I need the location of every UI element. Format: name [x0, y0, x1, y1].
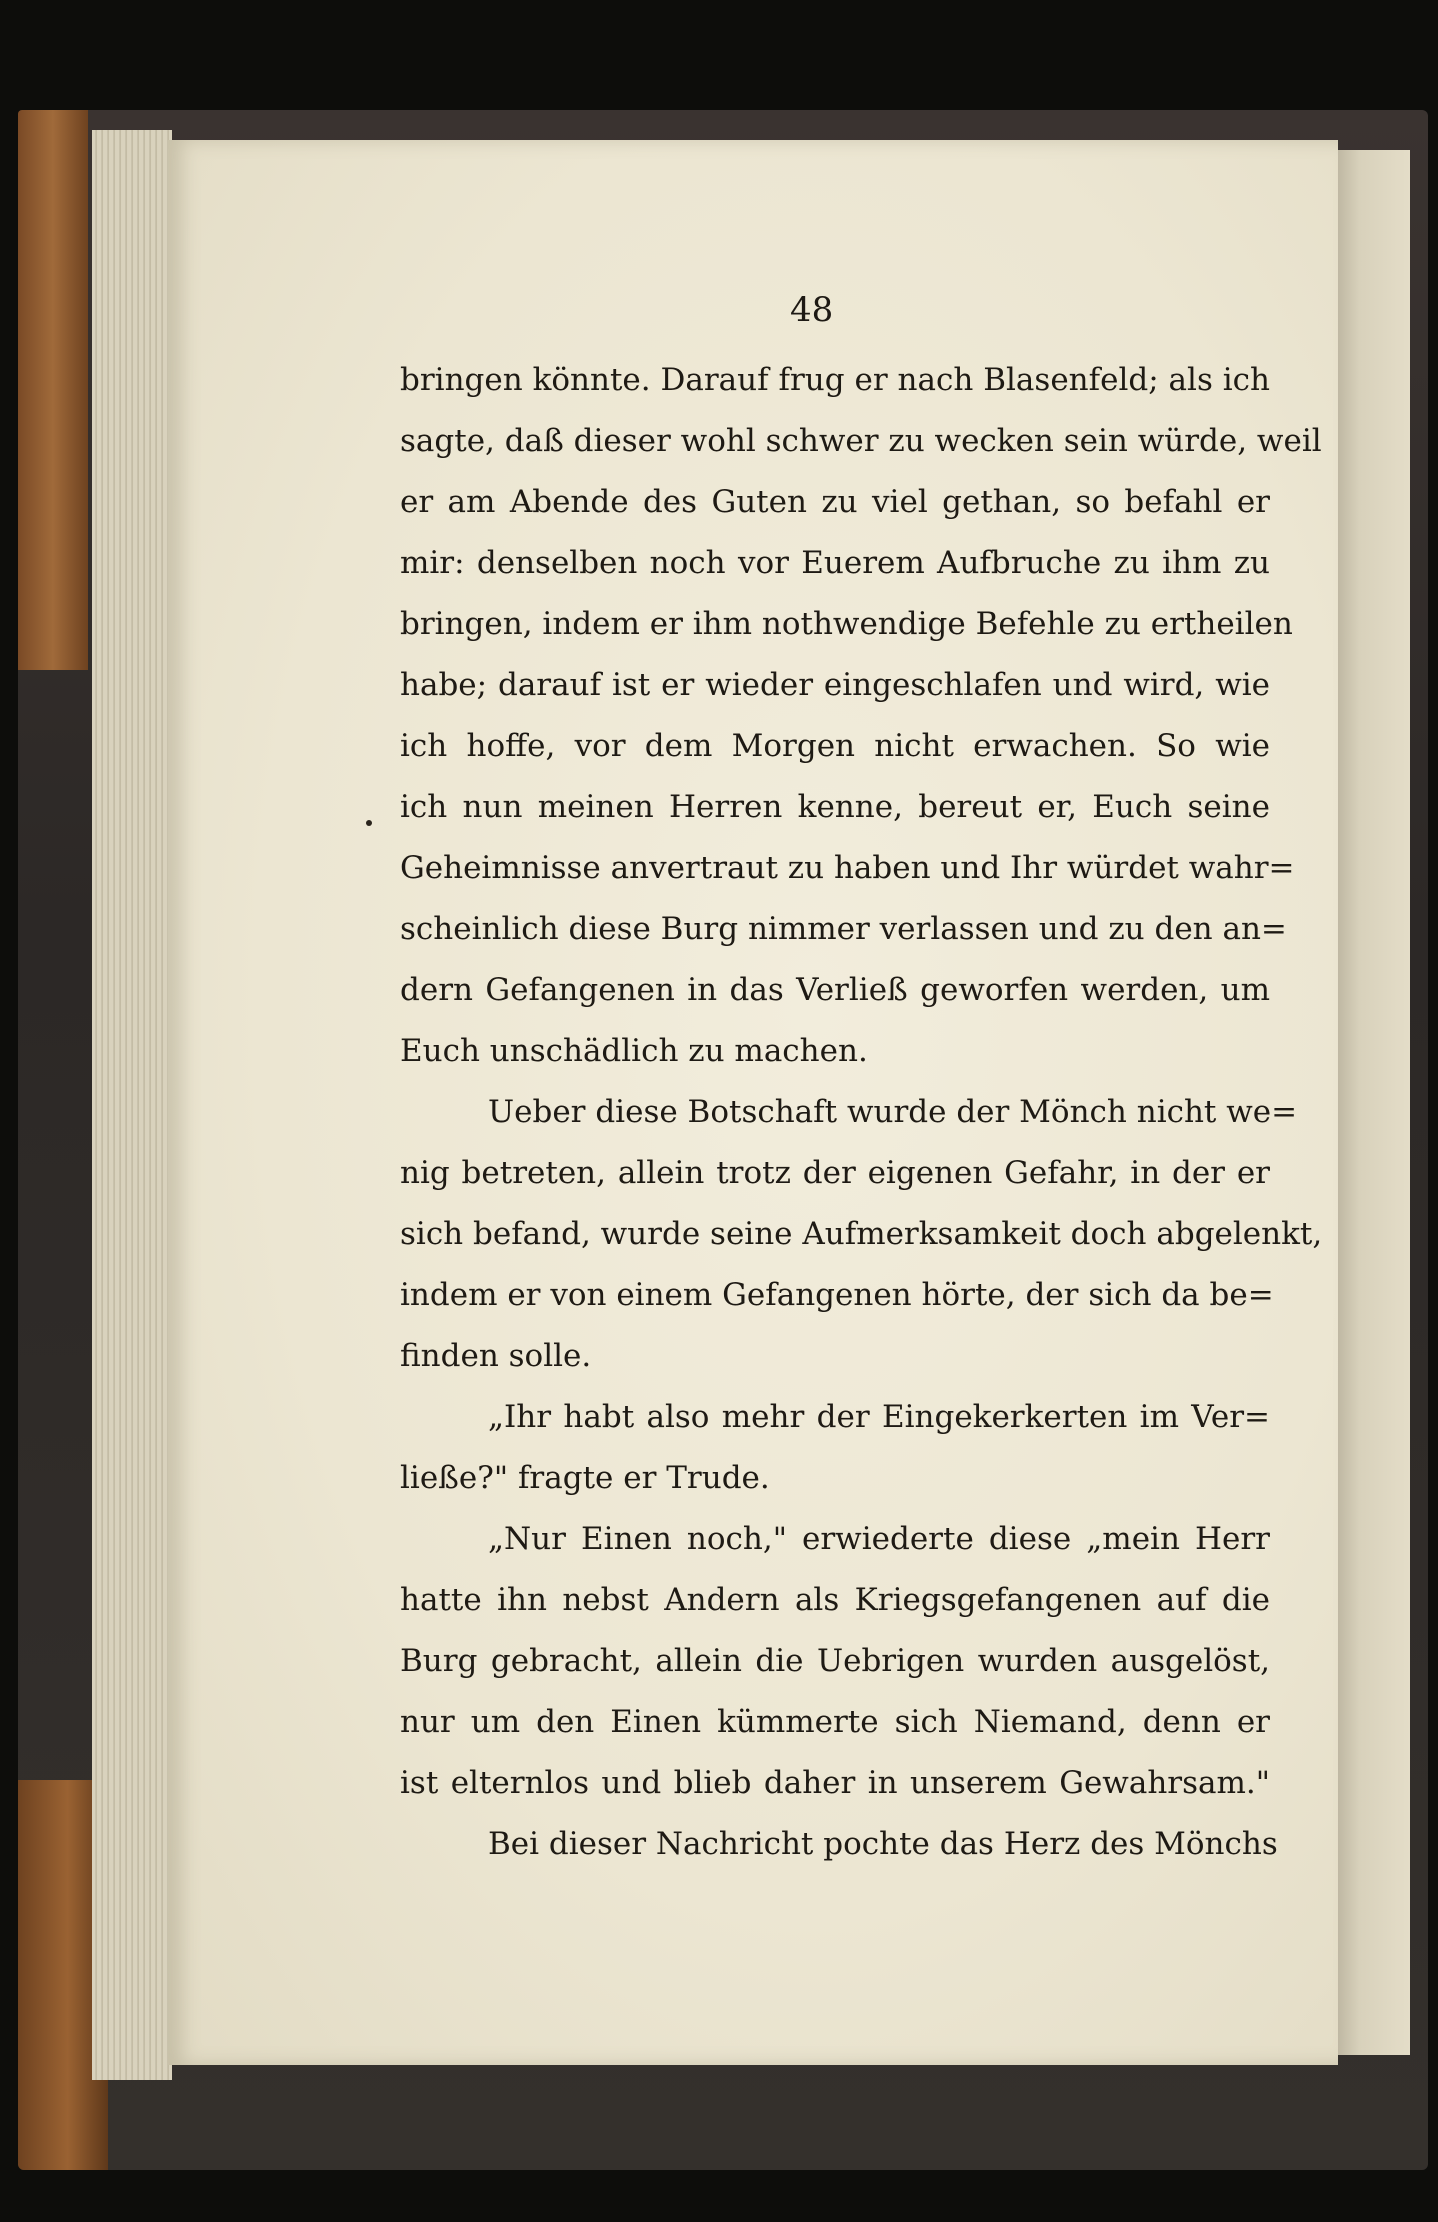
text-line: nig betreten, allein trotz der eigenen Gefahr, in der er — [400, 1155, 1270, 1191]
text-line: Burg gebracht, allein die Uebrigen wurden ausgelöst, — [400, 1643, 1270, 1679]
text-line: hatte ihn nebst Andern als Kriegsgefangenen auf die — [400, 1582, 1270, 1618]
text-line: „Ihr habt also mehr der Eingekerkerten im Ver= — [488, 1399, 1270, 1435]
text-line: ich nun meinen Herren kenne, bereut er, Euch seine — [400, 789, 1270, 825]
text-line: Bei dieser Nachricht pochte das Herz des Mönchs — [488, 1826, 1278, 1862]
text-line: ließe?" fragte er Trude. — [400, 1460, 770, 1496]
page-number: 48 — [790, 290, 834, 330]
text-line: „Nur Einen noch," erwiederte diese „mein Herr — [488, 1521, 1270, 1557]
facing-page-edge — [1338, 150, 1410, 2055]
text-line: indem er von einem Gefangenen hörte, der sich da be= — [400, 1277, 1274, 1313]
margin-mark — [366, 820, 372, 826]
text-line: nur um den Einen kümmerte sich Niemand, denn er — [400, 1704, 1270, 1740]
page-edges — [92, 130, 172, 2080]
text-line: finden solle. — [400, 1338, 592, 1374]
text-line: mir: denselben noch vor Euerem Aufbruche zu ihm zu — [400, 545, 1270, 581]
text-line: er am Abende des Guten zu viel gethan, so befahl er — [400, 484, 1270, 520]
text-line: sich befand, wurde seine Aufmerksamkeit doch abgelenkt, — [400, 1216, 1323, 1252]
text-line: habe; darauf ist er wieder eingeschlafen und wird, wie — [400, 667, 1270, 703]
text-line: Ueber diese Botschaft wurde der Mönch nicht we= — [488, 1094, 1298, 1130]
text-line: dern Gefangenen in das Verließ geworfen werden, um — [400, 972, 1270, 1008]
text-line: ist elternlos und blieb daher in unserem Gewahrsam." — [400, 1765, 1270, 1801]
text-line: Euch unschädlich zu machen. — [400, 1033, 868, 1069]
leather-corner-top — [18, 110, 88, 670]
body-text — [400, 350, 1323, 1875]
text-line: bringen könnte. Darauf frug er nach Blasenfeld; als ich — [400, 362, 1270, 398]
text-line: sagte, daß dieser wohl schwer zu wecken sein würde, weil — [400, 423, 1322, 459]
text-line: scheinlich diese Burg nimmer verlassen und zu den an= — [400, 911, 1287, 947]
text-line: bringen, indem er ihm nothwendige Befehle zu ertheilen — [400, 606, 1293, 642]
text-line: ich hoffe, vor dem Morgen nicht erwachen. So wie — [400, 728, 1270, 764]
text-line: Geheimnisse anvertraut zu haben und Ihr würdet wahr= — [400, 850, 1295, 886]
